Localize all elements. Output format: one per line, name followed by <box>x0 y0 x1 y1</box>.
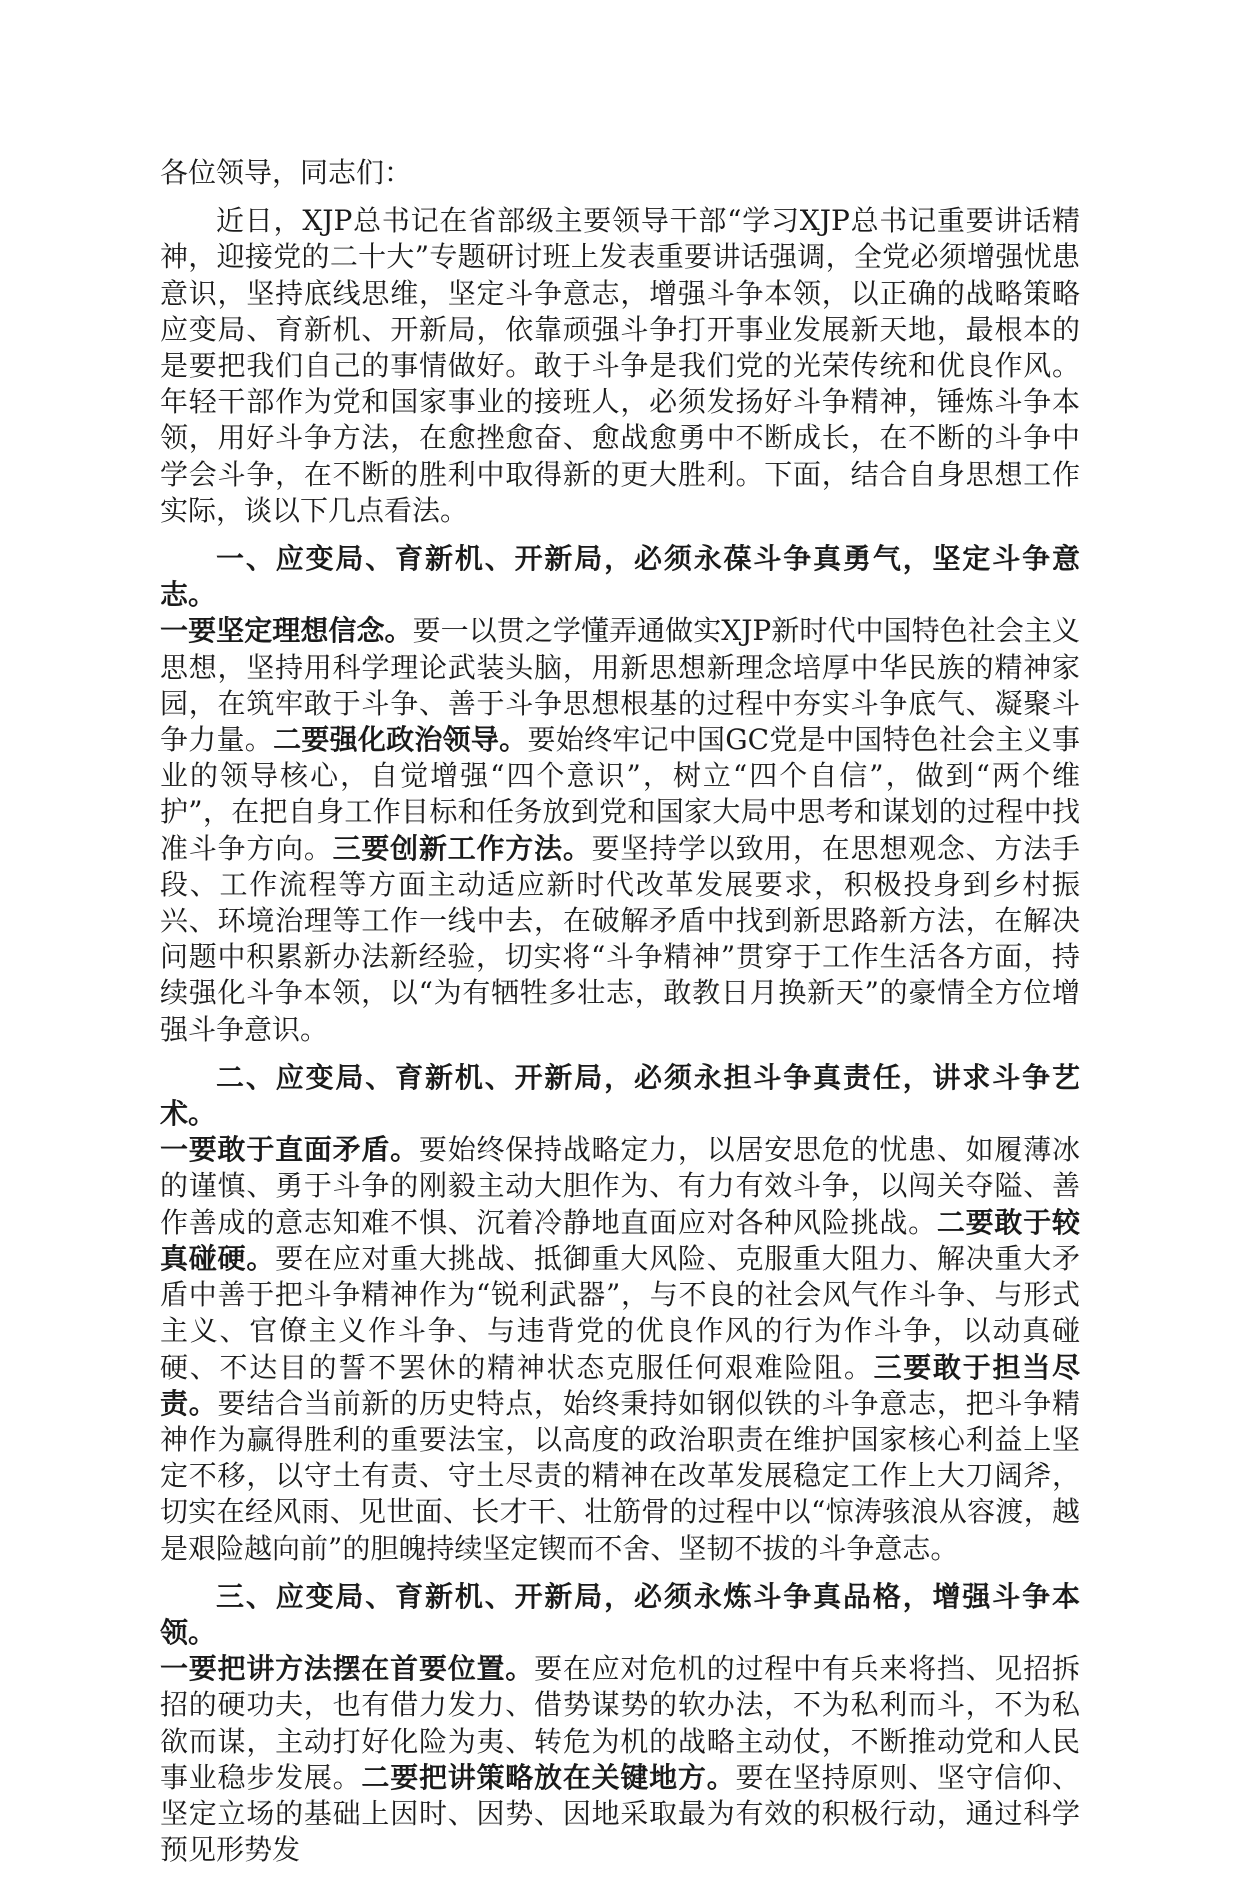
item-text: 要始终保持战略定力，以居安思危的忧患、如履薄冰的谨慎、勇于斗争的刚毅主动大胆作为、有力有效斗争，以闯关夺隘、善作善成的意志知难不惧、沉着冷静地直面应对各种风险挑战。 <box>160 1133 1080 1239</box>
item-title: 三要敢于担当尽责。 <box>160 1350 1080 1420</box>
item-text: 要在坚持原则、坚守信仰、坚定立场的基础上因时、因势、因地采取最为有效的积极行动，通过科学预见形势发 <box>160 1760 1080 1867</box>
item-title: 二要敢于较真碰硬。 <box>160 1205 1080 1275</box>
item-text: 要一以贯之学懂弄通做实XJP新时代中国特色社会主义思想，坚持用科学理论武装头脑，用新思想新理念培厚中华民族的精神家园，在筑牢敢于斗争、善于斗争思想根基的过程中夯实斗争底气、凝聚斗争力量。 <box>160 614 1080 757</box>
document-page <box>160 155 1080 1880</box>
item-title: 一要把讲方法摆在首要位置。 <box>160 1652 535 1686</box>
item-text: 要在应对重大挑战、抵御重大风险、克服重大阻力、解决重大矛盾中善于把斗争精神作为“锐利武器”，与不良的社会风气作斗争、与形式主义、官僚主义作斗争、与违背党的优良作风的行为作斗争，以动真碰硬、不达目的誓不罢休的精神状态克服任何艰难险阻。 <box>160 1241 1080 1384</box>
salutation: 各位领导，同志们： <box>160 156 413 189</box>
item-title: 一要敢于直面矛盾。 <box>160 1133 419 1167</box>
section-heading: 一、应变局、育新机、开新局，必须永葆斗争真勇气，坚定斗争意志。 <box>160 542 1080 612</box>
item-text: 要在应对危机的过程中有兵来将挡、见招拆招的硬功夫，也有借力发力、借势谋势的软办法，不为私利而斗，不为私欲而谋，主动打好化险为夷、转危为机的战略主动仗，不断推动党和人民事业稳步发展。 <box>160 1652 1080 1794</box>
item-text: 要坚持学以致用，在思想观念、方法手段、工作流程等方面主动适应新时代改革发展要求，积极投身到乡村振兴、环境治理等工作一线中去，在破解矛盾中找到新思路新方法，在解决问题中积累新办法新经验，切实将“斗争精神”贯穿于工作生活各方面，持续强化斗争本领，以“为有牺牲多壮志，敢教日月换新天”的豪情全方位增强斗争意识。 <box>160 831 1080 1046</box>
item-title: 二要把讲策略放在关键地方。 <box>361 1760 736 1794</box>
section-2 <box>160 1060 1080 1567</box>
section-3 <box>160 1579 1080 1869</box>
section-heading: 三、应变局、育新机、开新局，必须永炼斗争真品格，增强斗争本领。 <box>160 1579 1080 1649</box>
item-title: 一要坚定理想信念。 <box>160 614 413 648</box>
section-heading: 二、应变局、育新机、开新局，必须永担斗争真责任，讲求斗争艺术。 <box>160 1060 1080 1131</box>
section-1 <box>160 541 1080 1048</box>
item-text: 要始终牢记中国GC党是中国特色社会主义事业的领导核心，自觉增强“四个意识”，树立“四个自信”，做到“两个维护”，在把自身工作目标和任务放到党和国家大局中思考和谋划的过程中找准斗争方向。 <box>160 723 1080 865</box>
item-title: 二要强化政治领导。 <box>273 723 528 757</box>
item-title: 三要创新工作方法。 <box>332 831 592 865</box>
intro-paragraph: 近日，XJP总书记在省部级主要领导干部“学习XJP总书记重要讲话精神，迎接党的二十大”专题研讨班上发表重要讲话强调，全党必须增强忧患意识，坚持底线思维，坚定斗争意志，增强斗争本领，以正确的战略策略应变局、育新机、开新局，依靠顽强斗争打开事业发展新天地，最根本的是要把我们自己的事情做好。敢于斗争是我们党的光荣传统和优良作风。年轻干部作为党和国家事业的接班人，必须发扬好斗争精神，锤炼斗争本领，用好斗争方法，在愈挫愈奋、愈战愈勇中不断成长，在不断的斗争中学会斗争，在不断的胜利中取得新的更大胜利。下面，结合自身思想工作实际，谈以下几点看法。 <box>160 204 1080 527</box>
item-text: 要结合当前新的历史特点，始终秉持如钢似铁的斗争意志，把斗争精神作为赢得胜利的重要法宝，以高度的政治职责在维护国家核心利益上坚定不移，以守土有责、守土尽责的精神在改革发展稳定工作上大刀阔斧，切实在经风雨、见世面、长才干、壮筋骨的过程中以“惊涛骇浪从容渡，越是艰险越向前”的胆魄持续坚定锲而不舍、坚韧不拔的斗争意志。 <box>160 1386 1080 1565</box>
